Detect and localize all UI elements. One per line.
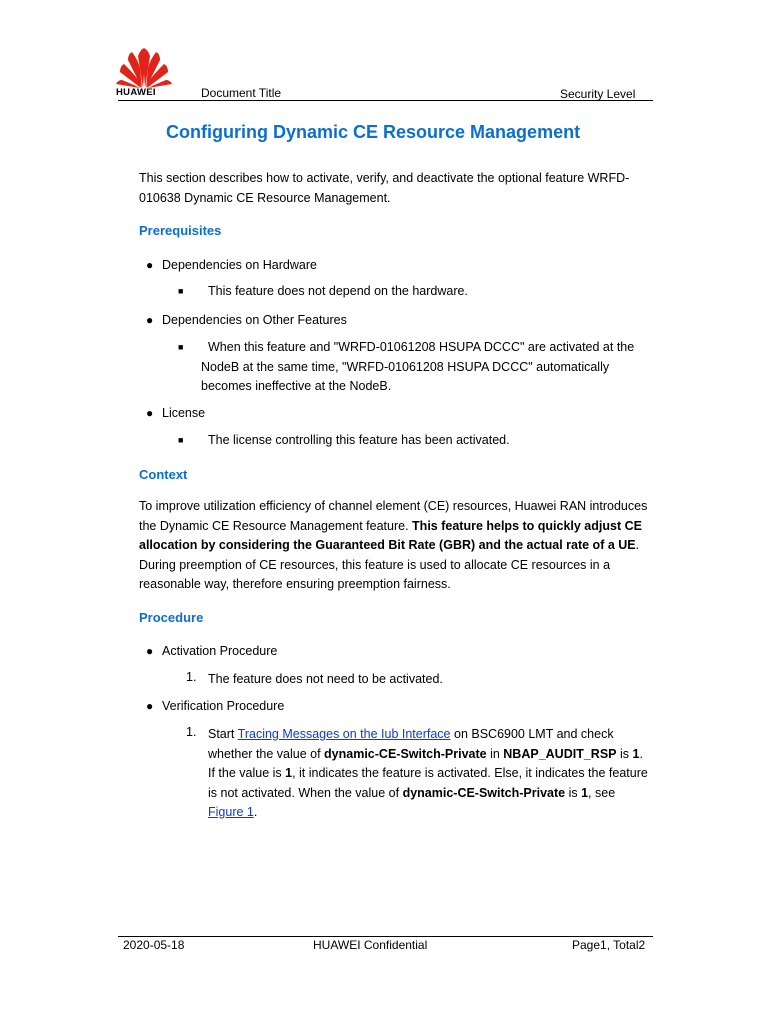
bullet-icon: ● [146, 258, 154, 272]
step-text: Start [208, 727, 238, 741]
step-text: is [616, 746, 633, 761]
page-title: Configuring Dynamic CE Resource Management [166, 122, 581, 142]
square-bullet-icon: ■ [178, 342, 184, 352]
header-rule [118, 100, 653, 101]
prerequisites-heading: Prerequisites [139, 223, 222, 238]
note-text: is [565, 785, 582, 800]
tracing-messages-link[interactable]: Tracing Messages on the Iub Interface [237, 727, 451, 741]
context-text-2: . During preemption of CE resources, this feature is used to allocate CE resources in a reasonable way, therefore ensuring preemption fairness. [139, 538, 640, 591]
footer-confidential: HUAWEI Confidential [313, 938, 428, 952]
intro-paragraph: This section describes how to activate, verify, and deactivate the optional feature WRFD-010638 Dynamic CE Resource Management. [139, 171, 630, 205]
prereq-features: Dependencies on Other Features [162, 313, 347, 327]
message-name: NBAP_AUDIT_RSP [503, 746, 617, 761]
procedure-heading: Procedure [139, 610, 204, 625]
step-number: 1. [186, 725, 197, 739]
context-text-1: To improve utilization efficiency of channel element (CE) resources, Huawei RAN introduces the Dynamic CE Resource Management feature. [139, 499, 648, 533]
footer-rule [118, 936, 653, 937]
step-text: in [486, 746, 504, 761]
footer-date: 2020-05-18 [123, 938, 185, 952]
verification-procedure: Verification Procedure [162, 699, 285, 713]
prereq-hardware: Dependencies on Hardware [162, 258, 317, 272]
prereq-license: License [162, 406, 206, 420]
note-text: , it indicates the feature is activated. Else, it indicates the feature is not activated. When the value of [208, 766, 648, 800]
prereq-license-detail: The license controlling this feature has been activated. [208, 433, 510, 447]
context-bold: This feature helps to quickly adjust CE allocation by considering the Guaranteed Bit Rate (GBR) and the actual rate of a UE [139, 518, 642, 552]
step-number: 1. [186, 670, 197, 684]
param-value: 1 [285, 766, 293, 780]
verification-step [208, 725, 648, 823]
footer-page: Page1, Total2 [572, 938, 646, 952]
square-bullet-icon: ■ [178, 286, 184, 296]
bullet-icon: ● [146, 313, 154, 327]
context-paragraph [139, 497, 655, 595]
prereq-features-detail: When this feature and "WRFD-01061208 HSUPA DCCC" are activated at the NodeB at the same time, "WRFD-01061208 HSUPA DCCC" automatically becomes ineffective at the NodeB. [201, 340, 635, 393]
step-text: on BSC6900 LMT and check whether the value of [208, 727, 614, 761]
step-text: . [639, 746, 643, 761]
param-name: dynamic-CE-Switch-Private [324, 746, 487, 761]
bullet-icon: ● [146, 406, 154, 420]
huawei-flower-icon [116, 48, 172, 88]
activation-step: The feature does not need to be activated. [208, 672, 443, 686]
param-value: 1 [632, 746, 640, 761]
context-heading: Context [139, 467, 188, 482]
huawei-logo [116, 48, 172, 98]
document-title: Document Title [201, 86, 282, 100]
bullet-icon: ● [146, 699, 154, 713]
param-value: 1 [581, 785, 589, 800]
note-text: If the value is [208, 766, 286, 780]
square-bullet-icon: ■ [178, 435, 184, 445]
note-text: , see [588, 785, 616, 800]
security-level: Security Level [560, 87, 636, 101]
brand-name: HUAWEI [116, 87, 156, 98]
bullet-icon: ● [146, 644, 154, 658]
activation-procedure: Activation Procedure [162, 644, 278, 658]
param-name: dynamic-CE-Switch-Private [402, 785, 566, 800]
prereq-hardware-detail: This feature does not depend on the hardware. [208, 284, 468, 298]
note-text: . [253, 805, 258, 819]
figure-1-link[interactable]: Figure 1 [208, 805, 254, 819]
